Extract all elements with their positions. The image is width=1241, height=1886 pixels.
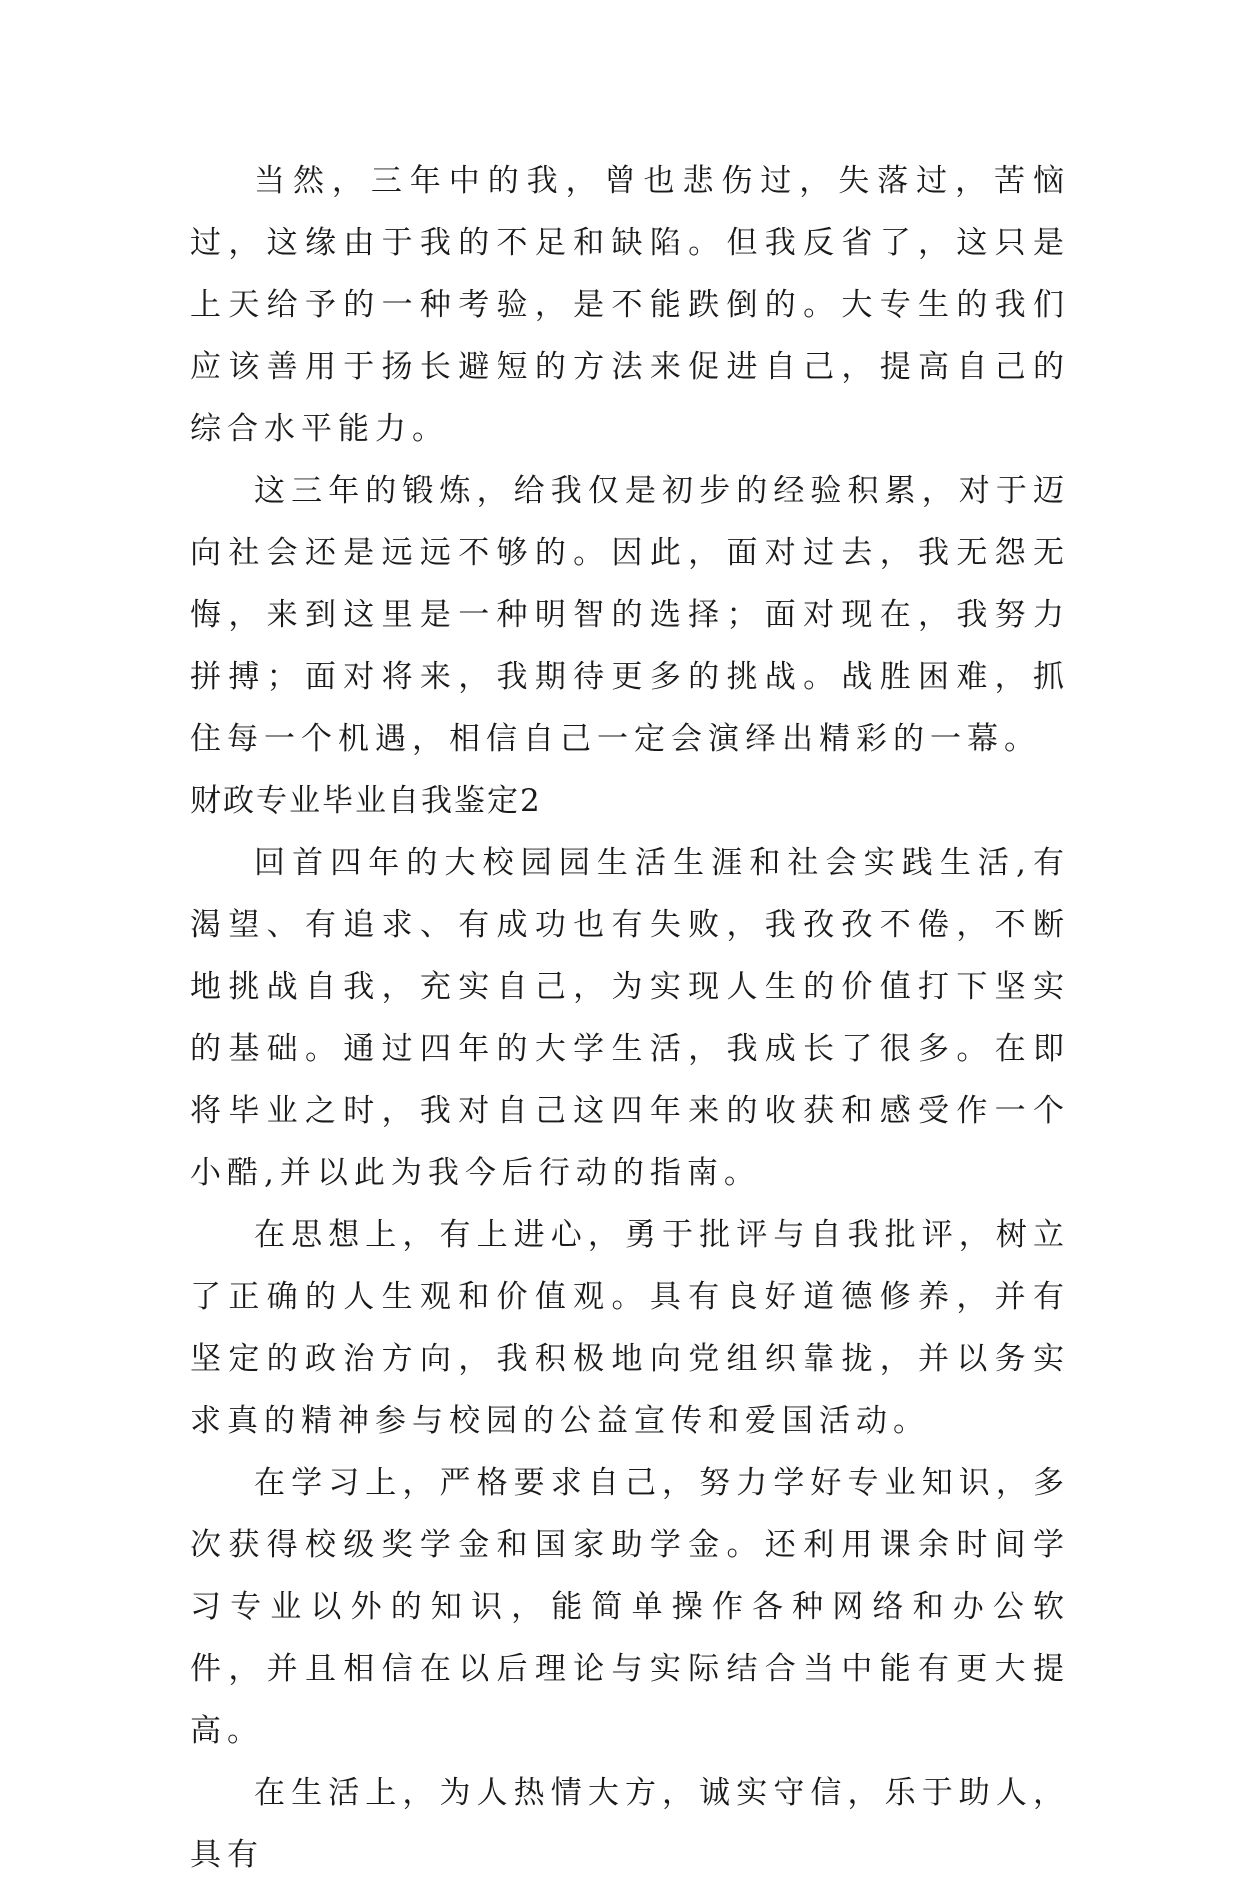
section-heading: 财政专业毕业自我鉴定2 xyxy=(190,783,542,819)
paragraph-three-years: 这三年的锻炼，给我仅是初步的经验积累，对于迈向社会还是远远不够的。因此，面对过去，我无怨无悔，来到这里是一种明智的选择；面对现在，我努力拼搏；面对将来，我期待更多的挑战。战胜困难，抓住每一个机遇，相信自己一定会演绎出精彩的一幕。 xyxy=(190,473,1070,757)
paragraph-study: 在学习上，严格要求自己，努力学好专业知识，多次获得校级奖学金和国家助学金。还利用课余时间学习专业以外的知识，能简单操作各种网络和办公软件，并且相信在以后理论与实际结合当中能有更大提高。 xyxy=(190,1465,1070,1749)
paragraph-thought: 在思想上，有上进心，勇于批评与自我批评，树立了正确的人生观和价值观。具有良好道德修养，并有坚定的政治方向，我积极地向党组织靠拢，并以务实求真的精神参与校园的公益宣传和爱国活动。 xyxy=(190,1217,1070,1439)
paragraph-four-years: 回首四年的大校园园生活生涯和社会实践生活,有渴望、有追求、有成功也有失败，我孜孜不倦，不断地挑战自我，充实自己，为实现人生的价值打下坚实的基础。通过四年的大学生活，我成长了很多。在即将毕业之时，我对自己这四年来的收获和感受作一个小酷,并以此为我今后行动的指南。 xyxy=(190,845,1070,1191)
paragraph-reflection: 当然，三年中的我，曾也悲伤过，失落过，苦恼过，这缘由于我的不足和缺陷。但我反省了，这只是上天给予的一种考验，是不能跌倒的。大专生的我们应该善用于扬长避短的方法来促进自己，提高自己的综合水平能力。 xyxy=(190,163,1070,447)
document-body xyxy=(190,150,1070,1886)
paragraph-life: 在生活上，为人热情大方，诚实守信，乐于助人，具有 xyxy=(190,1775,1070,1873)
